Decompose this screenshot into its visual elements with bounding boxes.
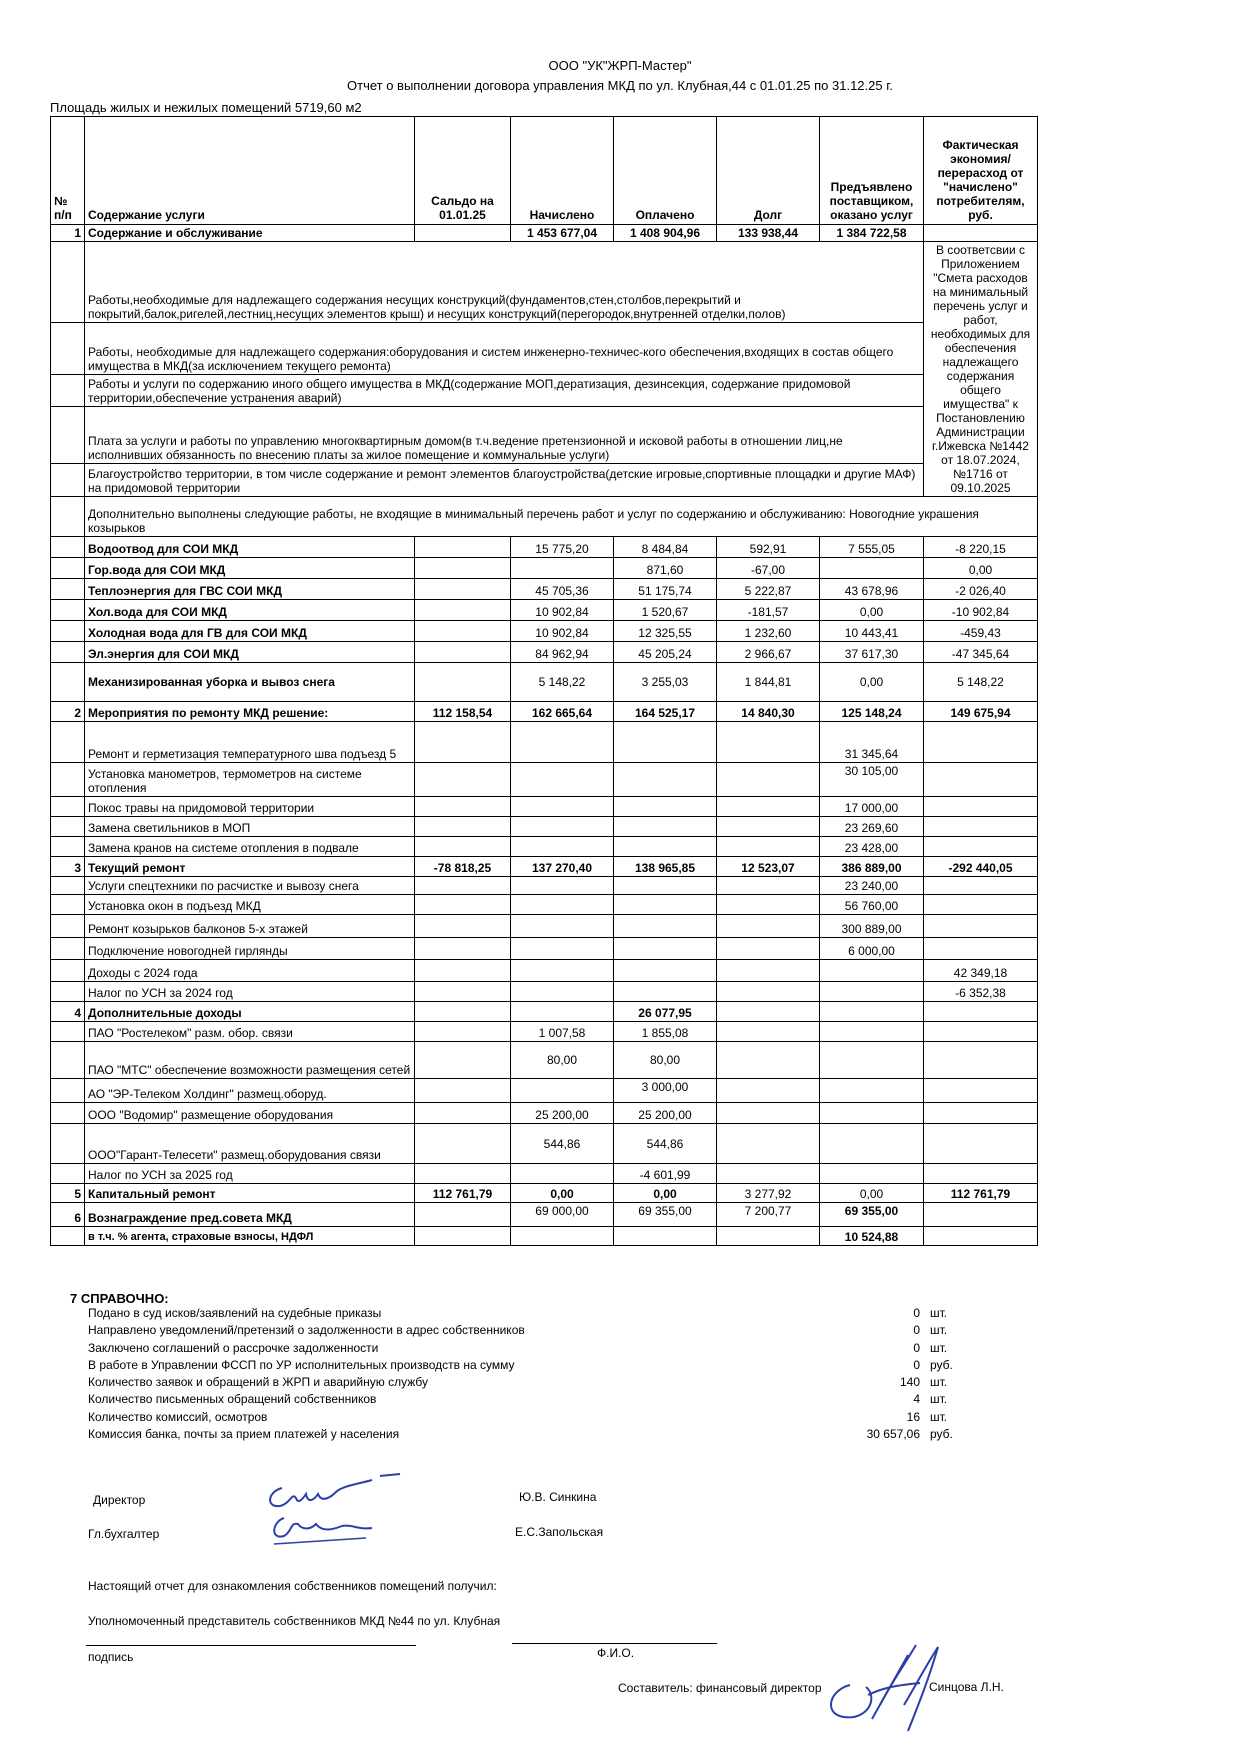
row-debt: 592,91 xyxy=(717,537,820,558)
row-economy: 5 148,22 xyxy=(924,663,1038,702)
table-row xyxy=(51,1227,1038,1246)
row-debt: 5 222,87 xyxy=(717,579,820,600)
work-row xyxy=(51,242,1038,323)
row-economy: 0,00 xyxy=(924,558,1038,579)
row-accrued: 544,86 xyxy=(511,1124,614,1164)
row-economy xyxy=(924,938,1038,960)
reference-unit: шт. xyxy=(930,1340,948,1355)
row-presented xyxy=(820,960,924,982)
section-row-1 xyxy=(51,225,1038,242)
row-presented: 10 524,88 xyxy=(820,1227,924,1246)
table-row xyxy=(51,558,1038,579)
row-accrued: 162 665,64 xyxy=(511,702,614,722)
row-no: 2 xyxy=(51,702,85,722)
representative-text: Уполномоченный представитель собственников МКД №44 по ул. Клубная xyxy=(88,1614,501,1628)
row-presented: 23 428,00 xyxy=(820,837,924,857)
row-accrued xyxy=(511,1164,614,1184)
row-name: Вознаграждение пред.совета МКД xyxy=(85,1203,415,1227)
extra-works-text: Дополнительно выполнены следующие работы, не входящие в минимальный перечень работ и услуг по содержанию и обслуживанию: Новогодние украшения козырьков xyxy=(85,497,1038,537)
reference-label: Количество комиссий, осмотров xyxy=(88,1409,268,1424)
row-name: Ремонт козырьков балконов 5-х этажей xyxy=(85,915,415,938)
col-debt: Долг xyxy=(717,117,820,225)
row-debt: -181,57 xyxy=(717,600,820,621)
row-no: 1 xyxy=(51,225,85,242)
reference-row xyxy=(70,1410,970,1427)
signature-caption: подпись xyxy=(88,1650,134,1664)
reference-value: 0 xyxy=(913,1306,920,1320)
work-text: Работы,необходимые для надлежащего содержания несущих конструкций(фундаментов,стен,столбов,перекрытий и покрытий,балок,ригелей,лестниц,несущих элементов крыш) и несущих конструкций(перегородок,внутренней отделки,полов) xyxy=(85,242,924,323)
col-paid: Оплачено xyxy=(614,117,717,225)
report-title: Отчет о выполнении договора управления МКД по ул. Клубная,44 с 01.01.25 по 31.12.25 г. xyxy=(347,78,893,93)
row-debt: 12 523,07 xyxy=(717,857,820,877)
row-accrued xyxy=(511,1079,614,1103)
reference-label: Комиссия банка, почты за прием платежей у населения xyxy=(88,1427,400,1442)
row-name: Капитальный ремонт xyxy=(85,1184,415,1203)
row-paid: 138 965,85 xyxy=(614,857,717,877)
col-service: Содержание услуги xyxy=(85,117,415,225)
row-name: Доходы с 2024 года xyxy=(85,960,415,982)
work-text: Плата за услуги и работы по управлению многоквартирным домом(в т.ч.ведение претензионной и исковой работы в отношении лиц,не исполнивших обязанность по внесению платы за жилое помещение и коммунальные услуги) xyxy=(85,406,924,463)
row-accrued: 69 000,00 xyxy=(511,1203,614,1227)
reference-unit: руб. xyxy=(930,1357,953,1372)
row-presented xyxy=(820,558,924,579)
table-row xyxy=(51,960,1038,982)
row-saldo: 112 158,54 xyxy=(415,702,511,722)
row-presented: 6 000,00 xyxy=(820,938,924,960)
row-paid: 51 175,74 xyxy=(614,579,717,600)
row-debt: 7 200,77 xyxy=(717,1203,820,1227)
row-presented: 17 000,00 xyxy=(820,797,924,817)
row-name: Налог по УСН за 2024 год xyxy=(85,982,415,1002)
reference-row xyxy=(70,1375,970,1392)
reference-value: 0 xyxy=(913,1340,920,1355)
received-text: Настоящий отчет для ознакомления собственников помещений получил: xyxy=(88,1579,497,1593)
row-economy xyxy=(924,895,1038,915)
section-row-3 xyxy=(51,857,1038,877)
reference-row xyxy=(70,1427,970,1444)
row-name: ООО"Гарант-Телесети" размещ.оборудования связи xyxy=(85,1124,415,1164)
reference-value: 140 xyxy=(899,1375,920,1390)
signature-line xyxy=(86,1645,416,1646)
work-text: Благоустройство территории, в том числе содержание и ремонт элементов благоустройства(детские игровые,спортивные площадки и другие МАФ) на придомовой территории xyxy=(85,463,924,496)
row-debt: -67,00 xyxy=(717,558,820,579)
reference-value: 0 xyxy=(913,1323,920,1338)
row-saldo: 112 761,79 xyxy=(415,1184,511,1203)
row-economy: -6 352,38 xyxy=(924,982,1038,1002)
reference-row xyxy=(70,1306,970,1323)
accountant-name: Е.С.Запольская xyxy=(515,1525,604,1539)
row-accrued: 1 007,58 xyxy=(511,1022,614,1042)
table-header xyxy=(51,117,1038,225)
row-accrued: 80,00 xyxy=(511,1042,614,1079)
work-row xyxy=(51,374,1038,406)
fio-line xyxy=(512,1643,717,1644)
row-paid: -4 601,99 xyxy=(614,1164,717,1184)
table-row xyxy=(51,1079,1038,1103)
row-economy: -47 345,64 xyxy=(924,642,1038,663)
row-presented: 69 355,00 xyxy=(820,1203,924,1227)
row-accrued: 25 200,00 xyxy=(511,1103,614,1124)
table-row xyxy=(51,600,1038,621)
row-accrued: 0,00 xyxy=(511,1184,614,1203)
col-accrued: Начислено xyxy=(511,117,614,225)
row-accrued xyxy=(511,558,614,579)
reference-value: 16 xyxy=(906,1409,920,1424)
row-economy: 149 675,94 xyxy=(924,702,1038,722)
row-presented: 125 148,24 xyxy=(820,702,924,722)
reference-label: Направлено уведомлений/претензий о задолженности в адрес собственников xyxy=(88,1323,525,1338)
work-text: Работы и услуги по содержанию иного общего имущества в МКД(содержание МОП,дератизация, дезинсекция, содержание придомовой территории,обеспечение устранения аварий) xyxy=(85,374,924,406)
director-signature xyxy=(262,1470,412,1550)
director-name: Ю.В. Синкина xyxy=(519,1490,597,1504)
row-name: Установка окон в подъезд МКД xyxy=(85,895,415,915)
row-paid: 3 000,00 xyxy=(614,1079,717,1103)
section-row-2 xyxy=(51,702,1038,722)
row-name: Подключение новогодней гирлянды xyxy=(85,938,415,960)
row-presented: 0,00 xyxy=(820,663,924,702)
row-paid: 8 484,84 xyxy=(614,537,717,558)
table-row xyxy=(51,579,1038,600)
row-economy: -459,43 xyxy=(924,621,1038,642)
row-economy: -2 026,40 xyxy=(924,579,1038,600)
reference-unit: шт. xyxy=(930,1375,948,1390)
row-paid: 1 855,08 xyxy=(614,1022,717,1042)
reference-value: 4 xyxy=(913,1392,920,1407)
row-accrued: 84 962,94 xyxy=(511,642,614,663)
area-label: Площадь жилых и нежилых помещений 5719,60 м2 xyxy=(50,100,362,115)
row-presented: 300 889,00 xyxy=(820,915,924,938)
row-presented: 0,00 xyxy=(820,600,924,621)
row-presented: 43 678,96 xyxy=(820,579,924,600)
reference-unit: руб. xyxy=(930,1427,953,1442)
row-no: 5 xyxy=(51,1184,85,1203)
row-presented: 7 555,05 xyxy=(820,537,924,558)
row-presented: 37 617,30 xyxy=(820,642,924,663)
row-presented: 23 269,60 xyxy=(820,817,924,837)
col-no: № п/п xyxy=(51,117,85,225)
row-presented: 56 760,00 xyxy=(820,895,924,915)
extra-works-row xyxy=(51,497,1038,537)
reference-label: Количество письменных обращений собственников xyxy=(88,1392,377,1407)
row-name: Замена кранов на системе отопления в подвале xyxy=(85,837,415,857)
row-no: 4 xyxy=(51,1002,85,1022)
reference-unit: шт. xyxy=(930,1323,948,1338)
table-row xyxy=(51,1042,1038,1079)
row-name: Содержание и обслуживание xyxy=(85,225,415,242)
director-label: Директор xyxy=(93,1493,146,1507)
col-saldo: Сальдо на 01.01.25 xyxy=(415,117,511,225)
row-accrued: 10 902,84 xyxy=(511,621,614,642)
row-paid: 12 325,55 xyxy=(614,621,717,642)
row-name: Текущий ремонт xyxy=(85,857,415,877)
row-paid: 3 255,03 xyxy=(614,663,717,702)
table-row xyxy=(51,1124,1038,1164)
reference-row xyxy=(70,1392,970,1409)
table-row xyxy=(51,1022,1038,1042)
work-row xyxy=(51,406,1038,463)
row-presented: 30 105,00 xyxy=(820,763,924,797)
row-presented: 0,00 xyxy=(820,1184,924,1203)
row-economy: -292 440,05 xyxy=(924,857,1038,877)
col-economy: Фактическая экономия/перерасход от "начислено" потребителям, руб. xyxy=(924,117,1038,225)
work-row xyxy=(51,463,1038,496)
row-paid: 1 520,67 xyxy=(614,600,717,621)
reference-unit: шт. xyxy=(930,1409,948,1424)
row-economy: -10 902,84 xyxy=(924,600,1038,621)
col-presented: Предъявлено поставщиком, оказано услуг xyxy=(820,117,924,225)
row-name: Установка манометров, термометров на системе отопления xyxy=(85,763,415,797)
row-accrued: 45 705,36 xyxy=(511,579,614,600)
table-row xyxy=(51,1103,1038,1124)
row-paid: 45 205,24 xyxy=(614,642,717,663)
reference-label: Подано в суд исков/заявлений на судебные приказы xyxy=(88,1306,382,1320)
row-name: Замена светильников в МОП xyxy=(85,817,415,837)
table-row xyxy=(51,663,1038,702)
reference-unit: шт. xyxy=(930,1306,948,1320)
table-row xyxy=(51,895,1038,915)
row-name: Водоотвод для СОИ МКД xyxy=(85,537,415,558)
table-row xyxy=(51,537,1038,558)
row-name: ООО "Водомир" размещение оборудования xyxy=(85,1103,415,1124)
table-row xyxy=(51,982,1038,1002)
composer-signature xyxy=(820,1635,970,1740)
row-saldo xyxy=(415,225,511,242)
reference-row xyxy=(70,1358,970,1375)
row-accrued: 10 902,84 xyxy=(511,600,614,621)
reference-section xyxy=(70,1291,970,1444)
row-debt: 14 840,30 xyxy=(717,702,820,722)
row-no: 3 xyxy=(51,857,85,877)
row-presented: 31 345,64 xyxy=(820,722,924,763)
row-paid: 0,00 xyxy=(614,1184,717,1203)
row-accrued: 137 270,40 xyxy=(511,857,614,877)
row-name: в т.ч. % агента, страховые взносы, НДФЛ xyxy=(85,1227,415,1246)
row-debt: 3 277,92 xyxy=(717,1184,820,1203)
row-debt: 2 966,67 xyxy=(717,642,820,663)
row-name: ПАО "Ростелеком" разм. обор. связи xyxy=(85,1022,415,1042)
row-paid: 25 200,00 xyxy=(614,1103,717,1124)
reference-row xyxy=(70,1323,970,1340)
table-row xyxy=(51,621,1038,642)
row-paid: 164 525,17 xyxy=(614,702,717,722)
fio-caption: Ф.И.О. xyxy=(597,1646,635,1660)
reference-value: 30 657,06 xyxy=(866,1427,920,1442)
row-economy: 42 349,18 xyxy=(924,960,1038,982)
row-name: Теплоэнергия для ГВС СОИ МКД xyxy=(85,579,415,600)
row-economy xyxy=(924,915,1038,938)
table-row xyxy=(51,837,1038,857)
table-row xyxy=(51,938,1038,960)
row-accrued: 1 453 677,04 xyxy=(511,225,614,242)
reference-title: 7 СПРАВОЧНО: xyxy=(70,1291,169,1306)
row-paid: 26 077,95 xyxy=(614,1002,717,1022)
row-name: ПАО "МТС" обеспечение возможности размещения сетей xyxy=(85,1042,415,1079)
reference-row xyxy=(70,1341,970,1358)
company-name: ООО "УК"ЖРП-Мастер" xyxy=(548,58,692,73)
table-row xyxy=(51,915,1038,938)
row-paid: 544,86 xyxy=(614,1124,717,1164)
table-row xyxy=(51,722,1038,763)
row-presented: 386 889,00 xyxy=(820,857,924,877)
row-presented: 10 443,41 xyxy=(820,621,924,642)
row-presented: 23 240,00 xyxy=(820,877,924,895)
row-economy xyxy=(924,877,1038,895)
table-row xyxy=(51,817,1038,837)
row-economy: -8 220,15 xyxy=(924,537,1038,558)
composer-name: Синцова Л.Н. xyxy=(929,1680,1004,1694)
row-name: Налог по УСН за 2025 год xyxy=(85,1164,415,1184)
reference-label: Заключено соглашений о рассрочке задолженности xyxy=(88,1340,379,1355)
composer-label: Составитель: финансовый директор xyxy=(618,1681,822,1695)
reference-value: 0 xyxy=(913,1357,920,1372)
regulation-note: В соответсвии с Приложением "Смета расходов на минимальный перечень услуг и работ, необходимых для обеспечения надлежащего содержания общего имущества" к Постановлению Администрации г.Ижевска №1442 от 18.07.2024, №1716 от 09.10.2025 xyxy=(924,242,1038,497)
row-presented xyxy=(820,982,924,1002)
row-accrued: 15 775,20 xyxy=(511,537,614,558)
table-row xyxy=(51,797,1038,817)
row-name: Дополнительные доходы xyxy=(85,1002,415,1022)
row-accrued: 5 148,22 xyxy=(511,663,614,702)
row-debt: 133 938,44 xyxy=(717,225,820,242)
row-name: Механизированная уборка и вывоз снега xyxy=(85,663,415,702)
report-table xyxy=(50,116,1038,1246)
accountant-label: Гл.бухгалтер xyxy=(88,1527,160,1541)
row-name: Покос травы на придомовой территории xyxy=(85,797,415,817)
row-name: Услуги спецтехники по расчистке и вывозу снега xyxy=(85,877,415,895)
row-economy xyxy=(924,225,1038,242)
row-economy: 112 761,79 xyxy=(924,1184,1038,1203)
section-row-6 xyxy=(51,1203,1038,1227)
table-row xyxy=(51,642,1038,663)
row-name: Мероприятия по ремонту МКД решение: xyxy=(85,702,415,722)
row-saldo: -78 818,25 xyxy=(415,857,511,877)
work-row xyxy=(51,323,1038,374)
row-debt: 1 232,60 xyxy=(717,621,820,642)
row-name: Гор.вода для СОИ МКД xyxy=(85,558,415,579)
reference-label: В работе в Управлении ФССП по УР исполнительных производств на сумму xyxy=(88,1357,515,1372)
row-name: Хол.вода для СОИ МКД xyxy=(85,600,415,621)
row-paid: 871,60 xyxy=(614,558,717,579)
section-row-4 xyxy=(51,1002,1038,1022)
row-presented: 1 384 722,58 xyxy=(820,225,924,242)
reference-unit: шт. xyxy=(930,1392,948,1407)
table-row xyxy=(51,877,1038,895)
section-row-5 xyxy=(51,1184,1038,1203)
reference-label: Количество заявок и обращений в ЖРП и аварийную службу xyxy=(88,1375,428,1390)
row-paid: 69 355,00 xyxy=(614,1203,717,1227)
row-debt: 1 844,81 xyxy=(717,663,820,702)
row-name: АО "ЭР-Телеком Холдинг" размещ.оборуд. xyxy=(85,1079,415,1103)
table-row xyxy=(51,1164,1038,1184)
row-paid: 80,00 xyxy=(614,1042,717,1079)
table-row xyxy=(51,763,1038,797)
row-no: 6 xyxy=(51,1203,85,1227)
row-name: Ремонт и герметизация температурного шва подъезд 5 xyxy=(85,722,415,763)
row-paid: 1 408 904,96 xyxy=(614,225,717,242)
work-text: Работы, необходимые для надлежащего содержания:оборудования и систем инженерно-техничес-кого обеспечения,входящих в состав общего имущества в МКД(за исключением текущего ремонта) xyxy=(85,323,924,374)
row-name: Холодная вода для ГВ для СОИ МКД xyxy=(85,621,415,642)
row-name: Эл.энергия для СОИ МКД xyxy=(85,642,415,663)
